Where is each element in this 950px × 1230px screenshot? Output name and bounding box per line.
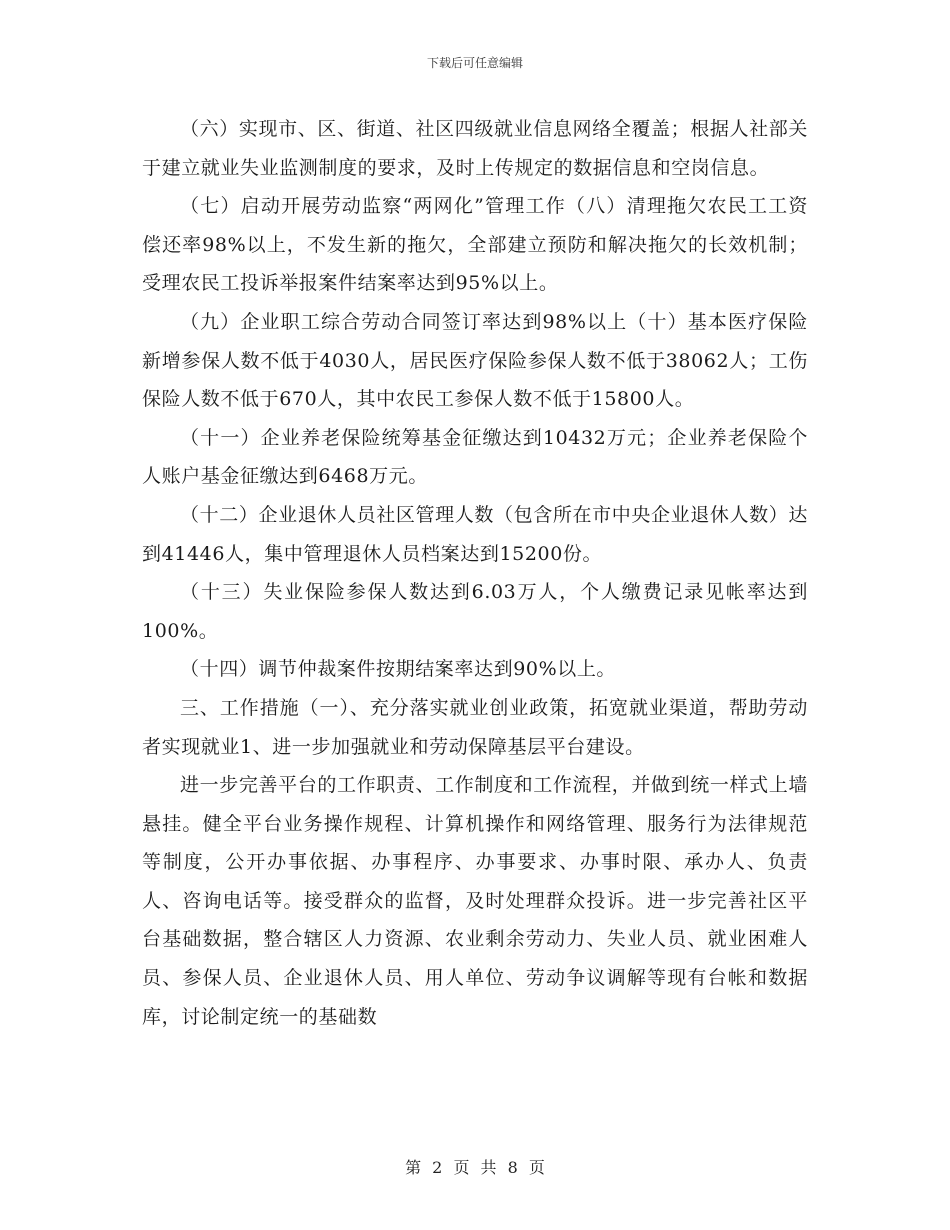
paragraph-5: （十二）企业退休人员社区管理人数（包含所在市中央企业退休人数）达到41446人，集中管理退休人员档案达到15200份。 (142, 503, 808, 565)
page-footer: 第 2 页 共 8 页 (405, 1158, 545, 1177)
paragraph-7: （十四）调节仲裁案件按期结案率达到90%以上。 (180, 658, 617, 681)
paragraph-4: （十一）企业养老保险统筹基金征缴达到10432万元；企业养老保险个人账户基金征缴达到6468万元。 (142, 426, 808, 488)
paragraph-1: （六）实现市、区、街道、社区四级就业信息网络全覆盖；根据人社部关于建立就业失业监测制度的要求，及时上传规定的数据信息和空岗信息。 (142, 118, 808, 179)
paragraph-6: （十三）失业保险参保人数达到6.03万人，个人缴费记录见帐率达到100%。 (142, 581, 808, 642)
document-body (142, 110, 808, 1036)
paragraph-8: 三、工作措施（一）、充分落实就业创业政策，拓宽就业渠道，帮助劳动者实现就业1、进一步加强就业和劳动保障基层平台建设。 (142, 696, 808, 758)
paragraph-3: （九）企业职工综合劳动合同签订率达到98%以上（十）基本医疗保险新增参保人数不低于4030人，居民医疗保险参保人数不低于38062人；工伤保险人数不低于670人，其中农民工参保人数不低于15800人。 (142, 310, 808, 411)
paragraph-9: 进一步完善平台的工作职责、工作制度和工作流程，并做到统一样式上墙悬挂。健全平台业务操作规程、计算机操作和网络管理、服务行为法律规范等制度，公开办事依据、办事程序、办事要求、办事时限、承办人、负责人、咨询电话等。接受群众的监督，及时处理群众投诉。进一步完善社区平台基础数据，整合辖区人力资源、农业剩余劳动力、失业人员、就业困难人员、参保人员、企业退休人员、用人单位、劳动争议调解等现有台帐和数据库，讨论制定统一的基础数 (142, 774, 808, 1028)
paragraph-2: （七）启动开展劳动监察“两网化”管理工作（八）清理拖欠农民工工资偿还率98%以上，不发生新的拖欠，全部建立预防和解决拖欠的长效机制；受理农民工投诉举报案件结案率达到95%以上。 (142, 195, 808, 295)
page-header: 下载后可任意编辑 (426, 56, 523, 70)
